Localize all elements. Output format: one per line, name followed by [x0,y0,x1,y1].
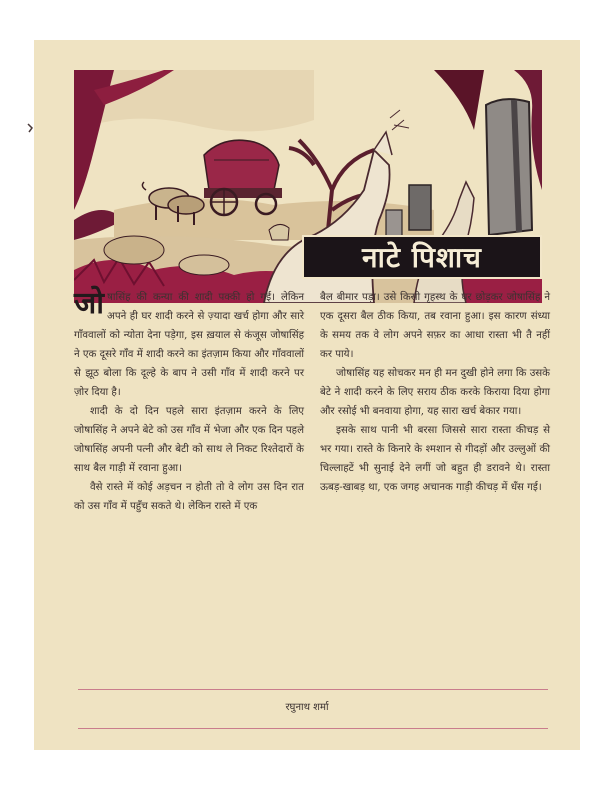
paragraph-4: बैल बीमार पड़ा। उसे किसी गृहस्थ के घर छोड़कर जोषासिंह ने एक दूसरा बैल ठीक किया, तब रवाना हुआ। इस कारण संध्या के समय तक वे लोग अपने सफ़र का आधा रास्ता भी तै नहीं कर पाये। [320,292,550,360]
paragraph-1 [74,288,304,402]
author-byline: रघुनाथ शर्मा [285,702,329,713]
paragraph-2: शादी के दो दिन पहले सारा इंतज़ाम करने के लिए जोषासिंह ने अपने बेटे को उस गाँव में भेजा और एक दिन पहले जोषासिंह अपनी पत्नी और बेटी को साथ ले निकट रिश्तेदारों के साथ बैल गाड़ी में रवाना हुआ। [74,406,304,474]
paragraph-6: इसके साथ पानी भी बरसा जिससे सारा रास्ता कीचड़ से भर गया। रास्ते के किनारे के श्मशान से गीदड़ों और उल्लुओं की चिल्लाहटें भी सुनाई देने लगीं जो बहुत ही डरावने थे। रास्ता ऊबड़-खाबड़ था, एक जगह अचानक गाड़ी कीचड़ में धँस गई। [320,425,550,493]
magazine-page [34,40,580,750]
column-left [74,288,304,688]
story-title-box [302,235,542,279]
paragraph-1-text: षासिंह की कन्या की शादी पक्की हो गई। लेकिन अपने ही घर शादी करने से ज़्यादा खर्च होगा और सारे गाँववालों को न्योता देना पड़ेगा, इस ख़याल से कंजूस जोषासिंह ने एक दूसरे गाँव में शादी करने का इंतज़ाम किया और गाँववालों से झूठ बोला कि दूल्हे के बाप ने उसी गाँव में शादी करने पर ज़ोर दिया है। [74,292,304,398]
story-title: नाटे पिशाच [362,241,482,274]
divider-bottom [78,728,548,729]
paragraph-3: वैसे रास्ते में कोई अड़चन न होती तो वे लोग उस दिन रात को उस गाँव में पहुँच सकते थे। लेकिन रास्ते में एक [74,482,304,512]
divider-top [78,689,548,690]
column-right [320,288,550,688]
paragraph-5: जोषासिंह यह सोचकर मन ही मन दुखी होने लगा कि उसके बेटे ने शादी करने के लिए सराय ठीक करके किराया दिया होगा और रसोई भी बनवाया होगा, यह सारा खर्च बेकार गया। [320,368,550,417]
margin-ink-mark [26,122,36,134]
drop-cap: जो [74,286,105,321]
article-columns [74,288,550,688]
